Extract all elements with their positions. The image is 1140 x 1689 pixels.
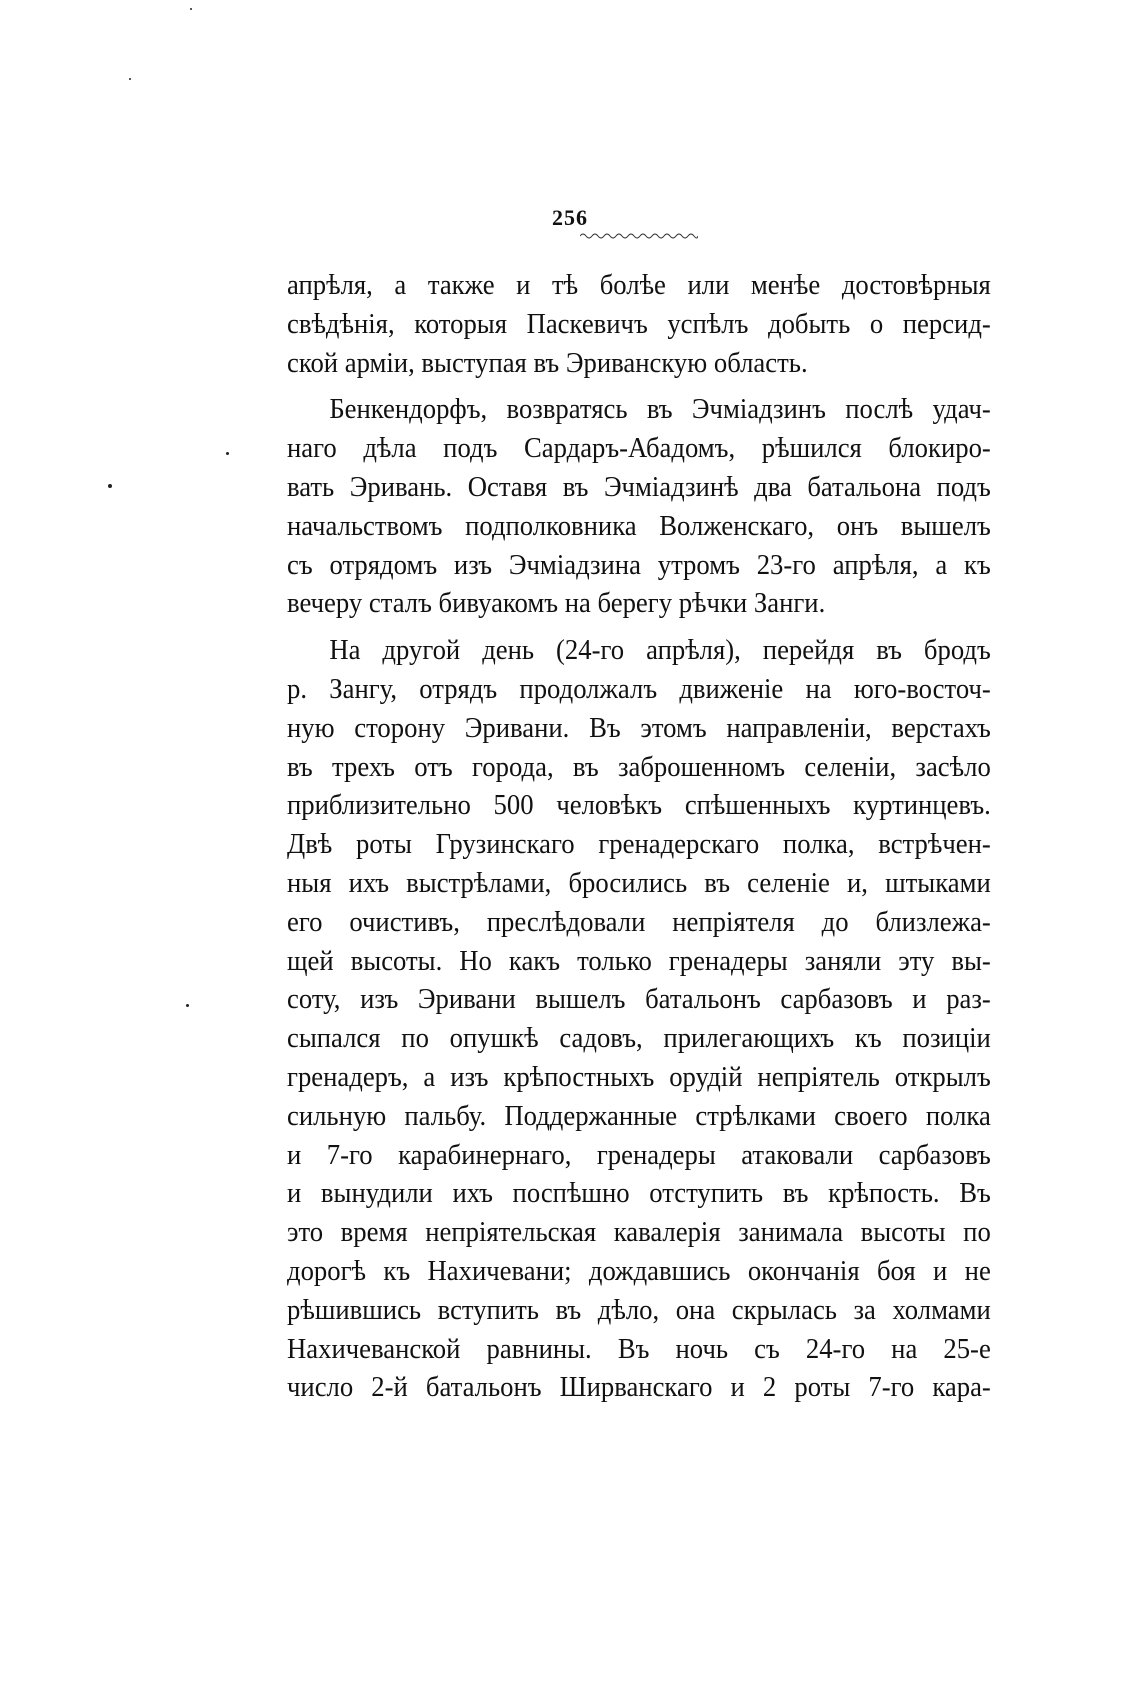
text-line: Нахичеванской равнины. Въ ночь съ 24-го на 25-е — [287, 1332, 991, 1365]
text-line: приблизительно 500 человѣкъ спѣшенныхъ куртинцевъ. — [287, 789, 991, 822]
text-line: сильную пальбу. Поддержанные стрѣлками своего полка — [287, 1099, 991, 1132]
text-line: дорогѣ къ Нахичевани; дождавшись окончанія боя и не — [287, 1254, 991, 1287]
text-line: На другой день (24-го апрѣля), перейдя въ бродъ — [329, 634, 991, 667]
text-line: рѣшившись вступить въ дѣло, она скрылась за холмами — [287, 1293, 991, 1326]
text-line: съ отрядомъ изъ Эчміадзина утромъ 23-го апрѣля, а къ — [287, 548, 991, 581]
text-line: и вынудили ихъ поспѣшно отступить въ крѣпость. Въ — [287, 1177, 991, 1210]
scan-speck — [108, 484, 112, 488]
text-line: Двѣ роты Грузинскаго гренадерскаго полка, встрѣчен- — [287, 828, 991, 861]
scan-speck — [186, 1004, 189, 1007]
text-line: вать Эривань. Оставя въ Эчміадзинѣ два батальона подъ — [287, 470, 991, 503]
text-line: наго дѣла подъ Сардаръ-Абадомъ, рѣшился блокиро- — [287, 432, 991, 465]
text-line: его очистивъ, преслѣдовали непріятеля до близлежа- — [287, 905, 991, 938]
text-line: въ трехъ отъ города, въ заброшенномъ селеніи, засѣло — [287, 750, 991, 783]
text-line: апрѣля, а также и тѣ болѣе или менѣе достовѣрныя — [287, 269, 991, 301]
text-line: ской арміи, выступая въ Эриванскую область. — [287, 346, 808, 379]
text-line: свѣдѣнія, которыя Паскевичъ успѣлъ добыть о персид- — [287, 307, 991, 340]
page-number: 256 — [552, 205, 588, 230]
text-line: и 7-го карабинернаго, гренадеры атаковали сарбазовъ — [287, 1138, 991, 1171]
text-line: начальствомъ подполковника Волженскаго, онъ вышелъ — [287, 509, 991, 542]
wavy-rule-ornament — [580, 232, 698, 240]
text-line: р. Зангу, отрядъ продолжалъ движеніе на юго-восточ- — [287, 672, 991, 705]
scan-speck — [190, 8, 192, 10]
text-line: ную сторону Эривани. Въ этомъ направленіи, верстахъ — [287, 711, 991, 744]
text-line: вечеру сталъ бивуакомъ на берегу рѣчки Занги. — [287, 587, 826, 620]
body-text — [287, 266, 991, 1407]
text-line: это время непріятельская кавалерія занимала высоты по — [287, 1216, 991, 1249]
scan-speck — [129, 78, 131, 80]
text-line: соту, изъ Эривани вышелъ батальонъ сарбазовъ и раз- — [287, 983, 991, 1016]
text-line: сыпался по опушкѣ садовъ, прилегающихъ къ позиціи — [287, 1022, 991, 1055]
text-line: Бенкендорфъ, возвратясь въ Эчміадзинъ послѣ удач- — [329, 393, 991, 426]
text-line: ныя ихъ выстрѣлами, бросились въ селеніе и, штыками — [287, 866, 991, 899]
text-line: число 2-й батальонъ Ширванскаго и 2 роты 7-го кара- — [287, 1371, 991, 1404]
text-line: гренадеръ, а изъ крѣпостныхъ орудій непріятель открылъ — [287, 1060, 991, 1093]
scan-speck — [226, 452, 229, 455]
text-line: щей высоты. Но какъ только гренадеры заняли эту вы- — [287, 944, 991, 977]
